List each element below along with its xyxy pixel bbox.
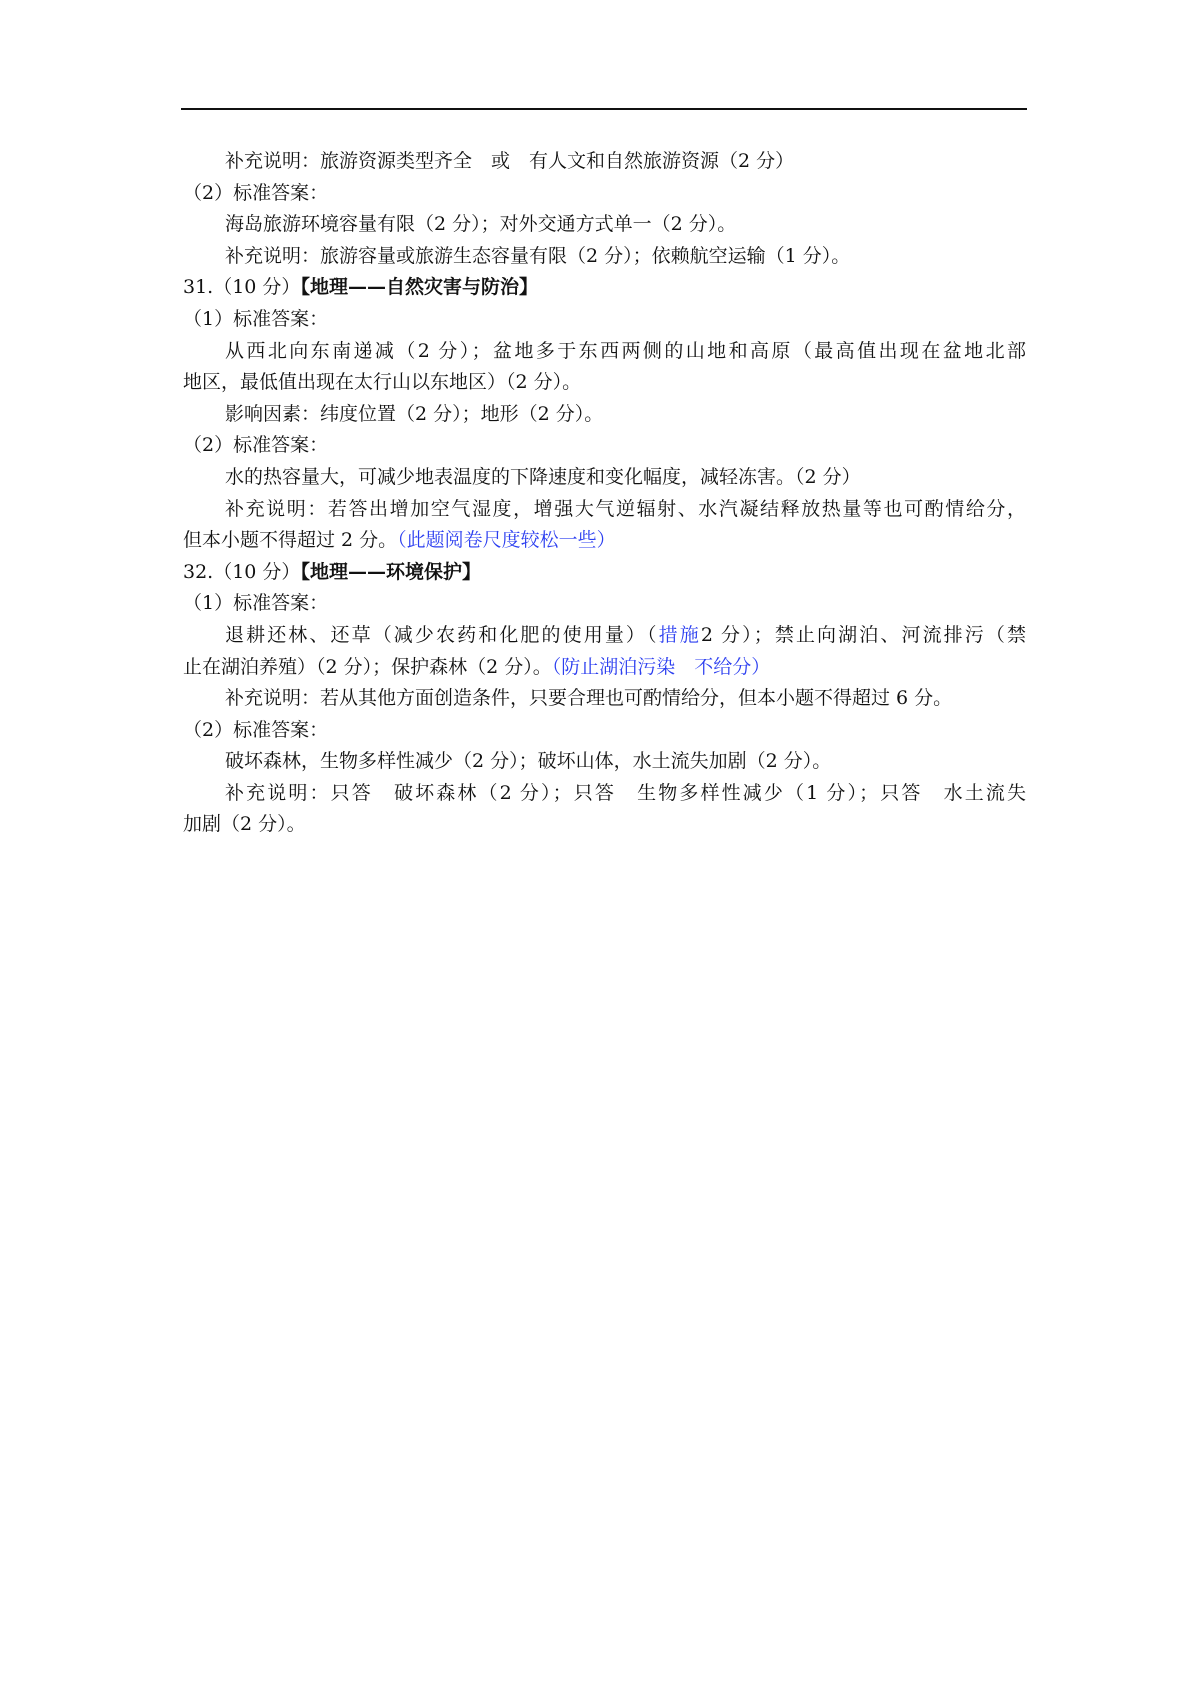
- supplement-note-text: 但本小题不得超过 2 分。: [183, 529, 398, 552]
- grading-note: （此题阅卷尺度较松一些）: [397, 529, 616, 552]
- answer-key-body: [183, 146, 1026, 841]
- supplement-note-q32-1: 补充说明：若从其他方面创造条件，只要合理也可酌情给分，但本小题不得超过 6 分。: [225, 687, 953, 710]
- grading-note: （防止湖泊污染 不给分）: [551, 655, 771, 678]
- sub-question-2-label: （2）标准答案：: [183, 181, 329, 204]
- question-31-title: 【地理——自然灾害与防治】: [300, 276, 538, 299]
- question-32-heading: [183, 557, 1026, 589]
- standard-answer-q32-1-line1: [183, 620, 1026, 652]
- header-rule: [181, 108, 1027, 110]
- supplement-note-q30-1: 补充说明：旅游资源类型齐全 或 有人文和自然旅游资源（2 分）: [225, 150, 795, 172]
- standard-answer-q31-2: 水的热容量大，可减少地表温度的下降速度和变化幅度，减轻冻害。（2 分）: [225, 465, 861, 488]
- standard-answer-q32-2: 破坏森林，生物多样性减少（2 分）；破坏山体，水土流失加剧（2 分）。: [225, 750, 832, 773]
- standard-answer-q31-1-line2: 地区，最低值出现在太行山以东地区）（2 分）。: [183, 371, 582, 394]
- grading-note: 措施: [658, 623, 701, 646]
- sub-question-2-label: （2）标准答案：: [183, 434, 329, 457]
- answer-text: 2 分）；禁止向湖泊、河流排污（禁: [700, 623, 1026, 646]
- question-31-number: 31.（10 分）: [183, 276, 301, 299]
- influence-factors: 影响因素：纬度位置（2 分）；地形（2 分）。: [225, 402, 604, 425]
- standard-answer-q32-1-line2: [183, 652, 1026, 684]
- question-32-title: 【地理——环境保护】: [300, 560, 481, 583]
- standard-answer-q31-1-line1: 从西北向东南递减（2 分）；盆地多于东西两侧的山地和高原（最高值出现在盆地北部: [225, 339, 1026, 362]
- sub-question-1-label: （1）标准答案：: [183, 592, 329, 615]
- question-32-number: 32.（10 分）: [183, 560, 301, 583]
- supplement-note-q31-2-line1: 补充说明：若答出增加空气湿度，增强大气逆辐射、水汽凝结释放热量等也可酌情给分，: [225, 497, 1026, 520]
- sub-question-1-label: （1）标准答案：: [183, 307, 329, 330]
- supplement-note-q30-2: 补充说明：旅游容量或旅游生态容量有限（2 分）；依赖航空运输（1 分）。: [225, 244, 851, 267]
- supplement-note-q32-2-line1: 补充说明：只答 破坏森林（2 分）；只答 生物多样性减少（1 分）；只答 水土流失: [225, 781, 1026, 804]
- standard-answer-q30-2: 海岛旅游环境容量有限（2 分）；对外交通方式单一（2 分）。: [225, 213, 737, 236]
- answer-text: 退耕还林、还草（减少农药和化肥的使用量）（: [225, 623, 659, 646]
- answer-text: 止在湖泊养殖）（2 分）；保护森林（2 分）。: [183, 655, 552, 678]
- sub-question-2-label: （2）标准答案：: [183, 718, 329, 741]
- supplement-note-q32-2-line2: 加剧（2 分）。: [183, 813, 306, 836]
- question-31-heading: [183, 272, 1026, 304]
- supplement-note-q31-2-line2: [183, 525, 1026, 557]
